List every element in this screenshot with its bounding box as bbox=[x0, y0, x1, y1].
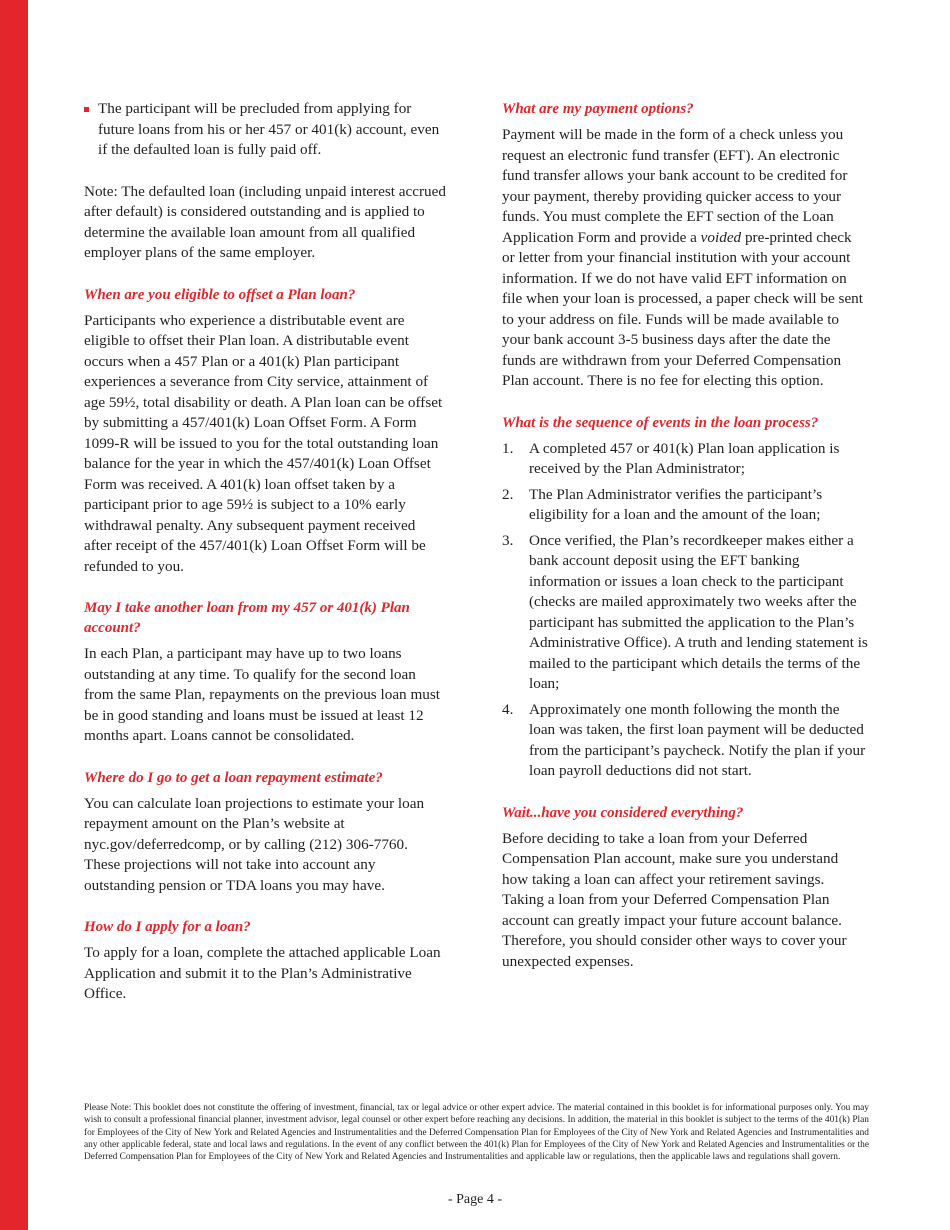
heading-another-loan: May I take another loan from my 457 or 401(k) Plan account? bbox=[84, 600, 410, 636]
considered-everything-text: Before deciding to take a loan from your Deferred Compensation Plan account, make sure you understand how taking a loan can affect your retirement savings. Taking a loan from your Deferred Compensation Plan account can greatly impact your future account balance. Therefore, you should consider other ways to cover your unexpected expenses. bbox=[502, 829, 847, 970]
page-number: - Page 4 - bbox=[447, 1192, 503, 1207]
heading-considered-everything: Wait...have you considered everything? bbox=[502, 804, 744, 821]
list-item: 4. Approximately one month following the month the loan was taken, the first loan payment will be deducted from the participant’s paycheck. Notify the plan if your loan payroll deductions did not start. bbox=[502, 700, 866, 779]
repayment-estimate-text: You can calculate loan projections to estimate your loan repayment amount on the Plan’s website at nyc.gov/deferredcomp, or by calling (212) 306-7760. These projections will not take into account any outstanding pension or TDA loans you may have. bbox=[84, 794, 425, 894]
another-loan-text: In each Plan, a participant may have up to two loans outstanding at any time. To qualify for the second loan from the same Plan, repayments on the previous loan must be in good standing and loans must be issued at least 12 months apart. Loans cannot be consolidated. bbox=[84, 645, 440, 744]
offset-loan-text: Participants who experience a distributable event are eligible to offset their Plan loan. A distributable event occurs when a 457 Plan or a 401(k) Plan participant experiences a severance from City service, attainment of age 59½, total disability or death. A Plan loan can be offset by submitting a 457/401(k) Loan Offset Form. A Form 1099-R will be issued to you for the total outstanding loan balance for the year in which the 457/401(k) Loan Offset Form was received. A 401(k) loan offset taken by a participant prior to age 59½ is subject to a 10% early withdrawal penalty. Any subsequent payment received after receipt of the 457/401(k) Loan Offset Form will be refunded to you. bbox=[84, 311, 443, 575]
red-side-bar bbox=[0, 0, 28, 1230]
square-bullet-icon bbox=[84, 107, 89, 112]
list-item: 2. The Plan Administrator verifies the participant’s eligibility for a loan and the amount of the loan; bbox=[502, 485, 823, 523]
heading-repayment-estimate: Where do I go to get a loan repayment estimate? bbox=[84, 769, 383, 786]
left-column bbox=[84, 99, 446, 1005]
apply-loan-text: To apply for a loan, complete the attached applicable Loan Application and submit it to the Plan’s Administrative Office. bbox=[84, 944, 441, 1002]
bullet-item bbox=[84, 99, 446, 161]
heading-offset-loan: When are you eligible to offset a Plan loan? bbox=[84, 286, 356, 303]
heading-apply-loan: How do I apply for a loan? bbox=[84, 919, 251, 935]
right-column bbox=[502, 99, 868, 972]
heading-payment-options: What are my payment options? bbox=[502, 101, 694, 117]
list-item: 3. Once verified, the Plan’s recordkeeper makes either a bank account deposit using the EFT banking information or issues a loan check to the participant (checks are mailed approximately two weeks after the participant has submitted the application to the Plan’s Administrative Office). A truth and lending statement is mailed to the participant which details the terms of the loan; bbox=[502, 531, 868, 692]
list-item: 1. A completed 457 or 401(k) Plan loan application is received by the Plan Administrator; bbox=[502, 439, 840, 477]
payment-options-text: Payment will be made in the form of a check unless you request an electronic fund transfer (EFT). An electronic fund transfer allows your bank account to be credited for your payment, thereby providing quicker access to your funds. You must complete the EFT section of the Loan Application Form and provide a voided pre-printed check or letter from your financial institution with your account information. If we do not have valid EFT information on file when your loan is processed, a paper check will be sent to your address on file. Funds will be made available to your bank account 3-5 business days after the date the funds are withdrawn from your Deferred Compensation Plan account. There is no fee for electing this option. bbox=[502, 126, 863, 389]
heading-loan-process: What is the sequence of events in the loan process? bbox=[502, 414, 819, 431]
default-note: Note: The defaulted loan (including unpaid interest accrued after default) is considered outstanding and is applied to determine the available loan amount from all qualified employer plans of the same employer. bbox=[84, 182, 446, 261]
disclaimer-note: Please Note: This booklet does not constitute the offering of investment, financial, tax or legal advice or other expert advice. The material contained in this booklet is for informational purposes only. You may wish to consult a professional financial planner, investment advisor, legal counsel or other expert before reaching any decisions. In addition, the material in this booklet is subject to the terms of the 401(k) Plan for Employees of the City of New York and Related Agencies and Instrumentalities and the Deferred Compensation Plan for Employees of the City of New York and Related Agencies and Instrumentalities and any other applicable federal, state and local laws and regulations. In the event of any conflict between the 401(k) Plan for Employees of the City of New York and Related Agencies and Instrumentalities or the Deferred Compensation Plan for Employees of the City of New York and Related Agencies and Instrumentalities and applicable law or regulations, then the applicable laws and regulations shall govern. bbox=[84, 1103, 869, 1163]
bullet-text: The participant will be precluded from applying for future loans from his or her 457 or 401(k) account, even if the defaulted loan is fully paid off. bbox=[98, 100, 440, 158]
